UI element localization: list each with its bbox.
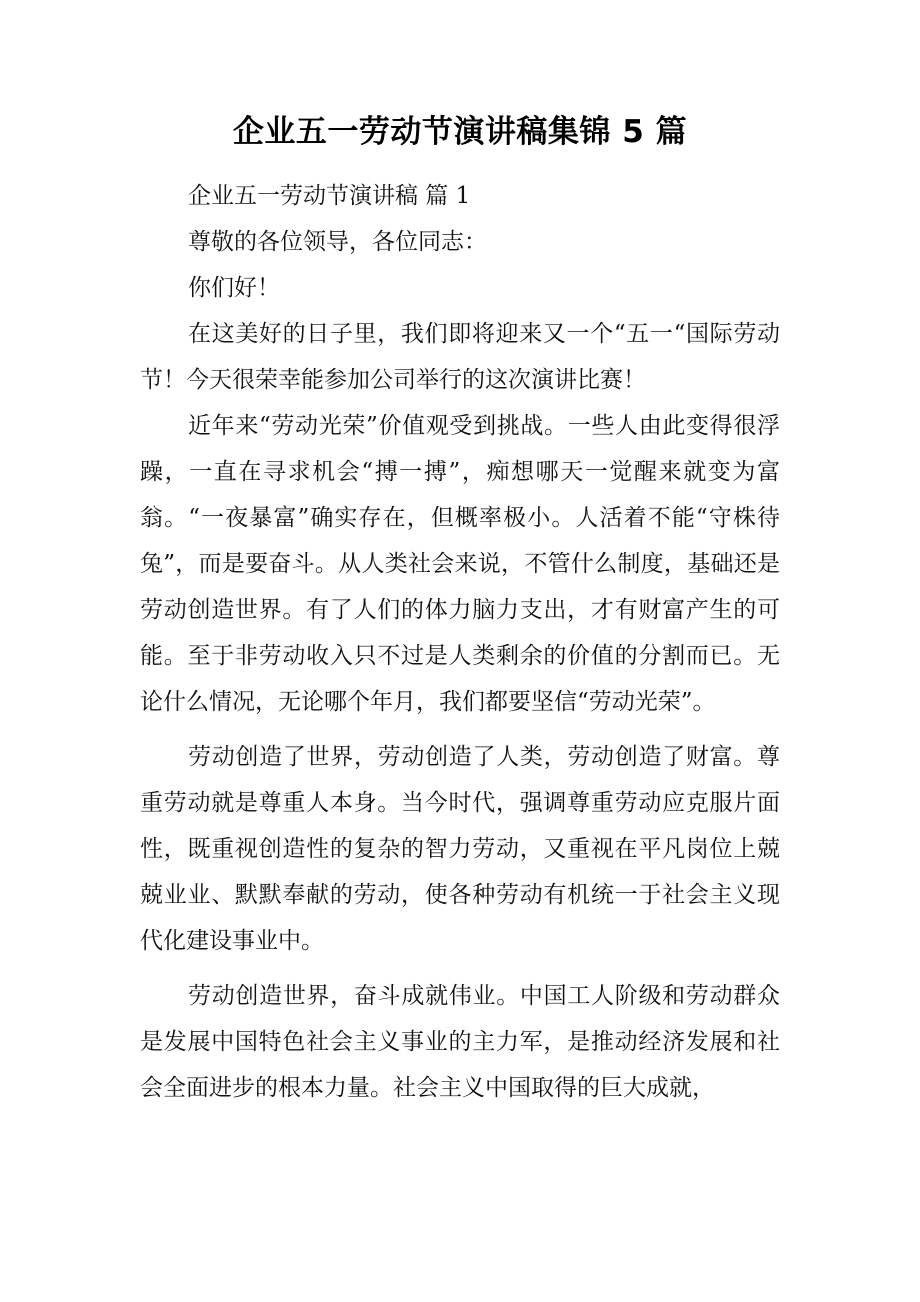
paragraph-intro: 在这美好的日子里，我们即将迎来又一个“五一“国际劳动节！今天很荣幸能参加公司举行的这次演讲比赛！ <box>140 321 780 393</box>
paragraph-create-world: 劳动创造世界，奋斗成就伟业。中国工人阶级和劳动群众是发展中国特色社会主义事业的主力军，是推动经济发展和社会全面进步的根本力量。社会主义中国取得的巨大成就， <box>140 983 780 1101</box>
paragraph-respect-labor: 劳动创造了世界，劳动创造了人类，劳动创造了财富。尊重劳动就是尊重人本身。当今时代，强调尊重劳动应克服片面性，既重视创造性的复杂的智力劳动，又重视在平凡岗位上兢兢业业、默默奉献的劳动，使各种劳动有机统一于社会主义现代化建设事业中。 <box>140 744 780 954</box>
greeting: 你们好！ <box>188 275 280 301</box>
speech-heading: 企业五一劳动节演讲稿 篇 1 <box>188 183 471 209</box>
document-title: 企业五一劳动节演讲稿集锦 5 篇 <box>232 114 688 150</box>
paragraph-labor-glory: 近年来“劳动光荣”价值观受到挑战。一些人由此变得很浮躁，一直在寻求机会“搏一搏”，痴想哪天一觉醒来就变为富翁。“一夜暴富”确实存在，但概率极小。人活着不能“守株待兔”，而是要奋斗。从人类社会来说，不管什么制度，基础还是劳动创造世界。有了人们的体力脑力支出，才有财富产生的可能。至于非劳动收入只不过是人类剩余的价值的分割而已。无论什么情况，无论哪个年月，我们都要坚信“劳动光荣”。 <box>140 413 780 715</box>
salutation: 尊敬的各位领导，各位同志： <box>188 229 487 255</box>
document-body <box>140 173 780 1111</box>
